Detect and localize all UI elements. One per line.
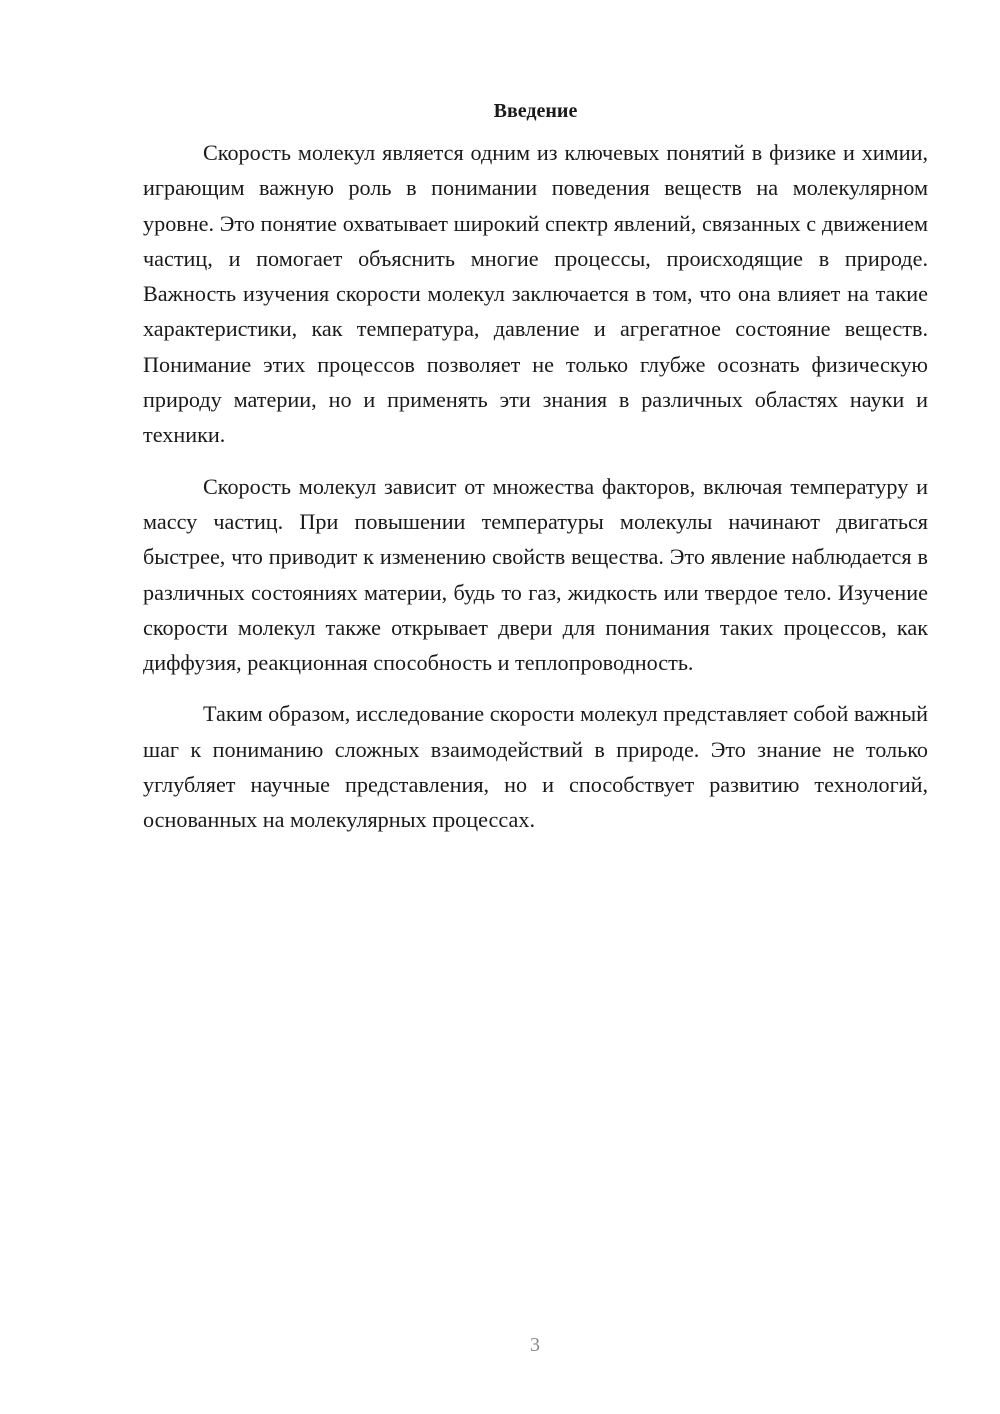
paragraph-2: Скорость молекул зависит от множества факторов, включая температуру и массу частиц. При повышении температуры молекулы начинают двигаться быстрее, что приводит к изменению свойств вещества. Это явление наблюдается в различных состояниях материи, будь то газ, жидкость или твердое тело. Изучение скорости молекул также открывает двери для понимания таких процессов, как диффузия, реакционная способность и теплопроводность. [143,473,928,676]
page-number: 3 [530,1334,540,1356]
page-content [143,97,928,854]
section-heading: Введение [493,100,578,122]
paragraph-1: Скорость молекул является одним из ключевых понятий в физике и химии, играющим важную роль в понимании поведения веществ на молекулярном уровне. Это понятие охватывает широкий спектр явлений, связанных с движением частиц, и помогает объяснить многие процессы, происходящие в природе. Важность изучения скорости молекул заключается в том, что она влияет на такие характеристики, как температура, давление и агрегатное состояние веществ. Понимание этих процессов позволяет не только глубже осознать физическую природу материи, но и применять эти знания в различных областях науки и техники. [143,140,928,448]
paragraph-3: Таким образом, исследование скорости молекул представляет собой важный шаг к пониманию сложных взаимодействий в природе. Это знание не только углубляет научные представления, но и способствует развитию технологий, основанных на молекулярных процессах. [143,701,928,833]
